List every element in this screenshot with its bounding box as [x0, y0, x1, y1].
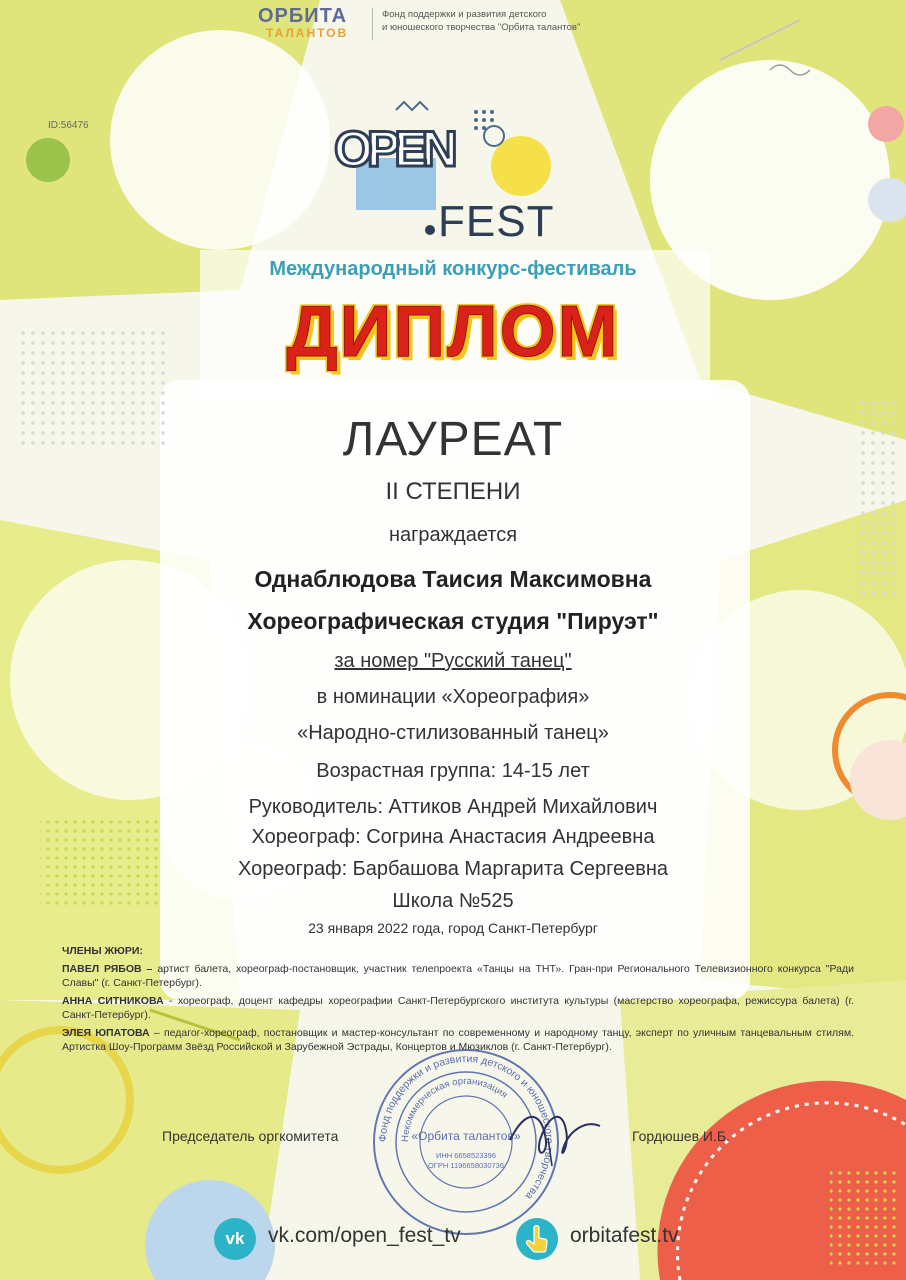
signer-name: Гордюшев И.Б.: [632, 1128, 730, 1144]
hand-pointer-icon: [516, 1218, 558, 1260]
recipient-name: Однаблюдова Таисия Максимовна: [254, 566, 652, 592]
award-title: ЛАУРЕАТ: [342, 413, 564, 466]
jury-member-name: ПАВЕЛ РЯБОВ –: [62, 962, 153, 975]
nomination-line-2: «Народно-стилизованный танец»: [297, 722, 609, 744]
jury-member-name: ЭЛЕЯ ЮПАТОВА: [62, 1026, 150, 1039]
jury-member: [62, 962, 854, 991]
leader: Руководитель: Аттиков Андрей Михайлович: [248, 796, 658, 818]
stamp-center-text: «Орбита талантов»: [411, 1129, 521, 1143]
header-divider: [372, 8, 373, 40]
choreographer-2: Хореограф: Барбашова Маргарита Сергеевна: [237, 858, 669, 880]
studio-name: Хореографическая студия "Пируэт": [247, 608, 659, 634]
signature: [500, 1100, 610, 1170]
stamp-inn: ИНН 6658523396: [435, 1151, 497, 1160]
subtitle: Международный конкурс-фестиваль: [269, 258, 637, 280]
orbita-logo-bottom: ТАЛАНТОВ: [266, 26, 349, 40]
chair-label: Председатель оргкомитета: [162, 1128, 339, 1144]
fund-description: [382, 8, 662, 34]
orbita-logo: [258, 6, 378, 40]
jury-member-desc: - хореограф, доцент кафедры хореографии Санкт-Петербургского института культуры (мастерство хореографа, режиссура балета) (г. Санкт-Петербург).: [62, 994, 854, 1021]
date-place: 23 января 2022 года, город Санкт-Петербург: [308, 920, 598, 936]
jury-member: [62, 994, 854, 1023]
stamp-middle-text: Некоммерческая организация: [399, 1075, 510, 1143]
fund-line-1: Фонд поддержки и развития детского: [382, 9, 547, 20]
performance-number: за номер "Русский танец": [334, 650, 572, 672]
vk-link[interactable]: vk.com/open_fest_tv: [268, 1224, 461, 1247]
jury-member-name: АННА СИТНИКОВА: [62, 994, 164, 1007]
vk-icon: vk: [214, 1218, 256, 1260]
fund-line-2: и юношеского творчества "Орбита талантов": [382, 22, 581, 33]
orbita-logo-top: ОРБИТА: [258, 5, 348, 27]
open-fest-logo: [326, 98, 566, 248]
age-group: Возрастная группа: 14-15 лет: [316, 760, 590, 782]
choreographer-1: Хореограф: Согрина Анастасия Андреевна: [251, 826, 655, 848]
jury-section: [62, 944, 854, 1058]
logo-word-fest: FEST: [438, 197, 555, 246]
school: Школа №525: [392, 890, 514, 912]
jury-member-desc: – педагог-хореограф, постановщик и мастер-консультант по современному и народному танцу, эксперт по уличным танцевальным стилям. Артистка Шоу-Программ Звёзд Российской и Зарубежной Эстрады, Концертов и Мюзиклов (г. Санкт-Петербург).: [62, 1026, 854, 1053]
document-id: ID:56476: [48, 120, 89, 131]
nomination-line-1: в номинации «Хореография»: [316, 686, 590, 708]
logo-word-open: OPEN: [334, 121, 452, 177]
awarded-label: награждается: [388, 524, 518, 546]
jury-heading: ЧЛЕНЫ ЖЮРИ:: [62, 945, 143, 957]
stamp-ogrn: ОГРН 1196658030736: [427, 1161, 505, 1170]
stamp-outer-text: Фонд поддержки и развития детского и юношеского творчества: [376, 1052, 556, 1202]
diploma-title: ДИПЛОМ: [286, 292, 620, 372]
site-link[interactable]: orbitafest.tv: [570, 1224, 679, 1247]
award-degree: II СТЕПЕНИ: [385, 478, 521, 505]
jury-member-desc: артист балета, хореограф-постановщик, участник телепроекта «Танцы на ТНТ». Гран-при Регионального Телевизионного конкурса "Ради Славы" (г. Санкт-Петербург).: [62, 962, 855, 989]
